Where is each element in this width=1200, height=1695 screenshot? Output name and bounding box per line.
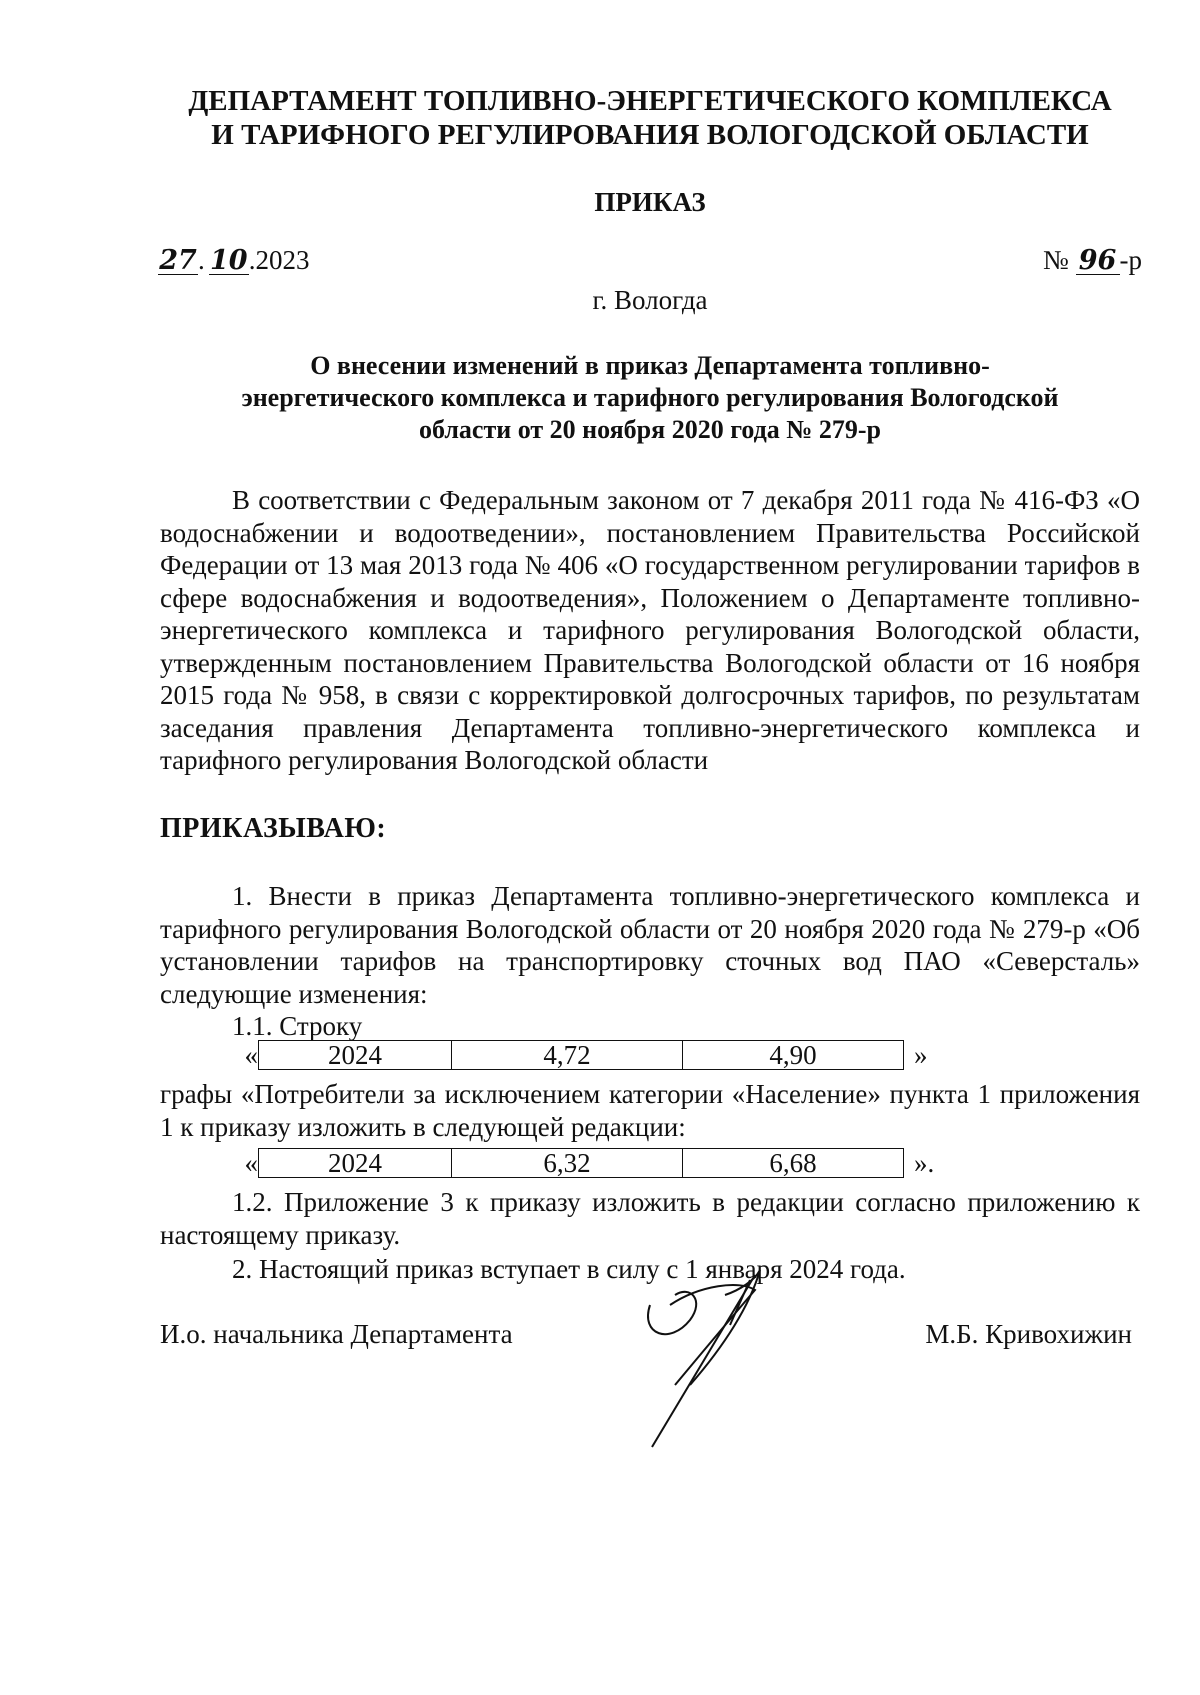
order-number bbox=[1043, 244, 1142, 276]
header-line-2: И ТАРИФНОГО РЕГУЛИРОВАНИЯ ВОЛОГОДСКОЙ ОБЛАСТИ bbox=[211, 119, 1089, 151]
row-old-open-quote: « bbox=[244, 1040, 258, 1070]
row-old-value-2: 4,90 bbox=[769, 1040, 817, 1070]
item-1 bbox=[160, 880, 1140, 1043]
row-new-close-quote: ». bbox=[914, 1148, 935, 1178]
item-1-text: 1. Внести в приказ Департамента топливно-энергетического комплекса и тарифного регулирования Вологодской области от 20 ноября 2020 года № 279-р «Об установлении тарифов на транспортировку сточных вод ПАО «Северсталь» следующие изменения: bbox=[160, 881, 1140, 1009]
preamble bbox=[160, 484, 1140, 777]
row-old-close-quote: » bbox=[914, 1040, 928, 1070]
item-1-1-after bbox=[160, 1078, 1140, 1143]
item-1-2-text: 1.2. Приложение 3 к приказу изложить в редакции согласно приложению к настоящему приказу. bbox=[160, 1187, 1140, 1250]
row-new-open-quote: « bbox=[244, 1148, 258, 1178]
date-separator: . bbox=[198, 245, 205, 275]
row-old-year: 2024 bbox=[259, 1041, 452, 1069]
item-1-1-intro: 1.1. Строку bbox=[232, 1011, 363, 1041]
row-new-value-1: 6,32 bbox=[452, 1149, 683, 1177]
row-old-value-1: 4,72 bbox=[452, 1041, 683, 1069]
header-line-1: ДЕПАРТАМЕНТ ТОПЛИВНО-ЭНЕРГЕТИЧЕСКОГО КОМПЛЕКСА bbox=[188, 85, 1112, 117]
item-1-1-after-text: графы «Потребители за исключением категории «Население» пункта 1 приложения 1 к приказу изложить в следующей редакции: bbox=[160, 1079, 1140, 1142]
order-date bbox=[158, 244, 310, 276]
item-2-text: 2. Настоящий приказ вступает в силу с 1 января 2024 года. bbox=[232, 1254, 906, 1284]
date-day-handwritten: 27 bbox=[159, 245, 197, 276]
tariff-row-old bbox=[236, 1040, 928, 1070]
item-1-2 bbox=[160, 1186, 1140, 1251]
row-new-value-2: 6,68 bbox=[769, 1148, 817, 1178]
signatory-name: М.Б. Кривохижин bbox=[925, 1319, 1132, 1349]
number-value-handwritten: 96 bbox=[1076, 248, 1120, 275]
date-month-handwritten: 10 bbox=[209, 245, 248, 276]
order-title: ПРИКАЗ bbox=[594, 187, 706, 217]
department-header bbox=[160, 84, 1140, 152]
subject-line-2: энергетического комплекса и тарифного регулирования Вологодской bbox=[241, 383, 1059, 412]
prikazyvayu-heading: ПРИКАЗЫВАЮ: bbox=[160, 813, 387, 844]
row-new-table bbox=[258, 1148, 904, 1178]
signatory-position: И.о. начальника Департамента bbox=[160, 1319, 513, 1349]
number-suffix: -р bbox=[1119, 245, 1142, 275]
order-city: г. Вологда bbox=[592, 285, 708, 315]
order-subject bbox=[180, 350, 1120, 446]
tariff-row-new bbox=[236, 1148, 934, 1178]
date-year: .2023 bbox=[248, 245, 310, 275]
handwritten-signature bbox=[630, 1265, 800, 1455]
subject-line-3: области от 20 ноября 2020 года № 279-р bbox=[418, 415, 882, 444]
preamble-text: В соответствии с Федеральным законом от 7 декабря 2011 года № 416-ФЗ «О водоснабжении и водоотведении», постановлением Правительства Российской Федерации от 13 мая 2013 года № 406 «О государственном регулировании тарифов в сфере водоснабжения и водоотведения», Положением о Департаменте топливно-энергетического комплекса и тарифного регулирования Вологодской области, утвержденным постановлением Правительства Вологодской области от 16 ноября 2015 года № 958, в связи с корректировкой долгосрочных тарифов, по результатам заседания правления Департамента топливно-энергетического комплекса и тарифного регулирования Вологодской области bbox=[160, 485, 1140, 775]
row-new-year: 2024 bbox=[259, 1149, 452, 1177]
row-old-table bbox=[258, 1040, 904, 1070]
number-prefix: № bbox=[1042, 245, 1069, 275]
subject-line-1: О внесении изменений в приказ Департамента топливно- bbox=[310, 351, 990, 380]
